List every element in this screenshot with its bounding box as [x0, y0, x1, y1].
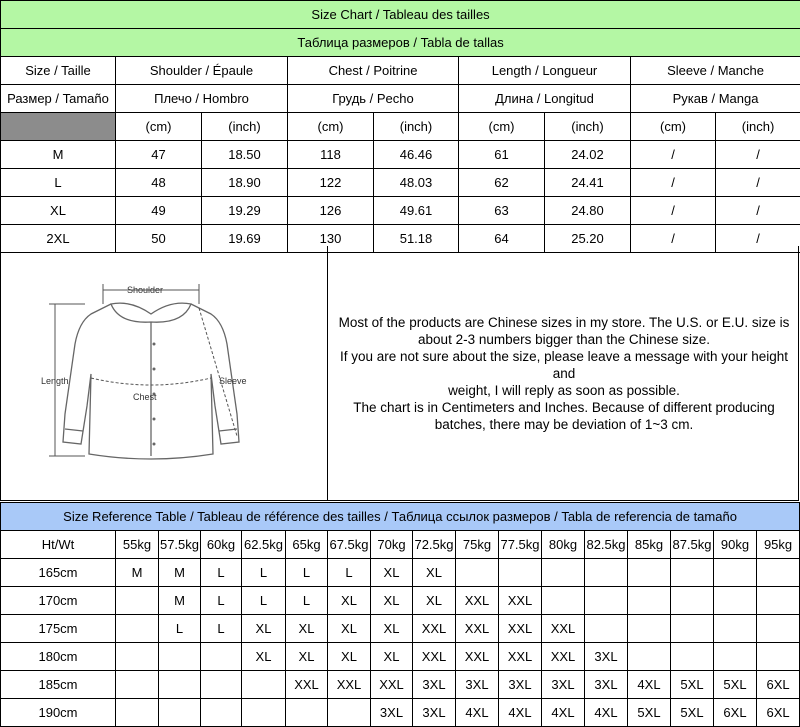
note-line: The chart is in Centimeters and Inches. Because of different producing [353, 399, 775, 416]
value-cell: 19.29 [202, 197, 288, 225]
size-suggestion-cell [671, 643, 714, 671]
value-cell: 126 [288, 197, 374, 225]
size-cell: XL [1, 197, 116, 225]
size-suggestion-cell [671, 587, 714, 615]
size-notes [329, 246, 799, 500]
length-header-alt: Длина / Longitud [459, 85, 631, 113]
size-suggestion-cell [714, 559, 757, 587]
size-suggestion-cell: M [159, 559, 201, 587]
shirt-measurement-diagram [41, 274, 263, 484]
size-suggestion-cell: 3XL [499, 671, 542, 699]
note-line: about 2-3 numbers bigger than the Chinese size. [418, 331, 710, 348]
unit-cell: (inch) [716, 113, 800, 141]
size-suggestion-cell: XL [242, 643, 286, 671]
size-suggestion-cell [116, 643, 159, 671]
shoulder-header: Shoulder / Épaule [116, 57, 288, 85]
size-suggestion-cell: XXL [413, 643, 456, 671]
size-suggestion-cell [714, 615, 757, 643]
value-cell: 24.02 [545, 141, 631, 169]
size-suggestion-cell [757, 587, 800, 615]
size-header: Size / Taille [1, 57, 116, 85]
value-cell: 48 [116, 169, 202, 197]
value-cell: / [631, 225, 716, 253]
size-suggestion-cell: XXL [542, 615, 585, 643]
value-cell: / [716, 197, 800, 225]
size-cell: M [1, 141, 116, 169]
size-suggestion-cell: L [159, 615, 201, 643]
size-suggestion-cell: L [328, 559, 371, 587]
value-cell: / [716, 225, 800, 253]
size-suggestion-cell [671, 615, 714, 643]
weight-header: 57.5kg [159, 531, 201, 559]
size-suggestion-cell: 3XL [456, 671, 499, 699]
size-suggestion-cell [542, 559, 585, 587]
size-suggestion-cell: XL [371, 587, 413, 615]
size-suggestion-cell: XL [371, 615, 413, 643]
size-suggestion-cell: 3XL [413, 699, 456, 727]
weight-header: 75kg [456, 531, 499, 559]
size-suggestion-cell: XL [328, 587, 371, 615]
weight-header: 95kg [757, 531, 800, 559]
value-cell: 49 [116, 197, 202, 225]
height-cell: 170cm [1, 587, 116, 615]
size-suggestion-cell: L [286, 559, 328, 587]
size-suggestion-cell: 6XL [757, 671, 800, 699]
table-row [1, 671, 800, 699]
size-suggestion-cell: L [242, 559, 286, 587]
shoulder-header-alt: Плечо / Hombro [116, 85, 288, 113]
unit-cell: (cm) [116, 113, 202, 141]
table-row [1, 587, 800, 615]
weight-header: 70kg [371, 531, 413, 559]
size-suggestion-cell: XXL [456, 615, 499, 643]
size-suggestion-cell: 4XL [456, 699, 499, 727]
size-suggestion-cell [201, 671, 242, 699]
size-suggestion-cell [757, 559, 800, 587]
size-suggestion-cell [159, 643, 201, 671]
weight-header: 90kg [714, 531, 757, 559]
value-cell: 50 [116, 225, 202, 253]
weight-header: 65kg [286, 531, 328, 559]
size-suggestion-cell: XXL [413, 615, 456, 643]
size-cell: L [1, 169, 116, 197]
size-suggestion-cell: 3XL [585, 643, 628, 671]
weight-header: 72.5kg [413, 531, 456, 559]
value-cell: 18.50 [202, 141, 288, 169]
size-suggestion-cell [159, 671, 201, 699]
value-cell: 24.41 [545, 169, 631, 197]
value-cell: 130 [288, 225, 374, 253]
size-suggestion-cell [116, 615, 159, 643]
size-suggestion-cell: 6XL [714, 699, 757, 727]
size-suggestion-cell [456, 559, 499, 587]
size-suggestion-cell: 3XL [371, 699, 413, 727]
value-cell: / [716, 169, 800, 197]
info-divider [327, 246, 328, 500]
chest-label: Chest [133, 392, 157, 402]
value-cell: 64 [459, 225, 545, 253]
note-line: Most of the products are Chinese sizes in my store. The U.S. or E.U. size is [339, 314, 790, 331]
size-suggestion-cell [499, 559, 542, 587]
size-suggestion-cell [201, 699, 242, 727]
table-row [1, 141, 800, 169]
chest-header-alt: Грудь / Pecho [288, 85, 459, 113]
table-row [1, 169, 800, 197]
value-cell: / [631, 141, 716, 169]
size-suggestion-cell [628, 615, 671, 643]
height-cell: 185cm [1, 671, 116, 699]
size-suggestion-cell: 6XL [757, 699, 800, 727]
size-suggestion-cell [242, 671, 286, 699]
size-suggestion-cell [757, 615, 800, 643]
weight-header: 85kg [628, 531, 671, 559]
value-cell: 47 [116, 141, 202, 169]
value-cell: 122 [288, 169, 374, 197]
size-suggestion-cell: L [286, 587, 328, 615]
note-line: weight, I will reply as soon as possible. [448, 382, 680, 399]
unit-cell: (cm) [631, 113, 716, 141]
size-suggestion-cell [585, 559, 628, 587]
value-cell: 61 [459, 141, 545, 169]
size-suggestion-cell [201, 643, 242, 671]
weight-header: 55kg [116, 531, 159, 559]
value-cell: 62 [459, 169, 545, 197]
size-suggestion-cell: XL [371, 559, 413, 587]
unit-cell: (inch) [202, 113, 288, 141]
size-suggestion-cell [542, 587, 585, 615]
table-row [1, 197, 800, 225]
size-suggestion-cell [116, 671, 159, 699]
size-chart-title: Size Chart / Tableau des tailles [1, 1, 800, 29]
size-suggestion-cell: XL [328, 643, 371, 671]
size-suggestion-cell: XXL [456, 587, 499, 615]
unit-cell: (cm) [288, 113, 374, 141]
height-weight-corner: Ht/Wt [1, 531, 116, 559]
size-suggestion-cell [585, 587, 628, 615]
sleeve-label: Sleeve [219, 376, 247, 386]
size-suggestion-cell: XXL [328, 671, 371, 699]
size-suggestion-cell [242, 699, 286, 727]
size-suggestion-cell: XXL [542, 643, 585, 671]
size-chart-subtitle: Таблица размеров / Tabla de tallas [1, 29, 800, 57]
weight-header: 77.5kg [499, 531, 542, 559]
value-cell: 24.80 [545, 197, 631, 225]
value-cell: 18.90 [202, 169, 288, 197]
value-cell: 46.46 [374, 141, 459, 169]
size-suggestion-cell [116, 699, 159, 727]
note-line: batches, there may be deviation of 1~3 cm. [435, 416, 694, 433]
size-cell: 2XL [1, 225, 116, 253]
size-suggestion-cell: XL [371, 643, 413, 671]
size-suggestion-cell [585, 615, 628, 643]
weight-header: 82.5kg [585, 531, 628, 559]
value-cell: 51.18 [374, 225, 459, 253]
length-label: Length [41, 376, 69, 386]
size-suggestion-cell: XXL [371, 671, 413, 699]
size-suggestion-cell [628, 643, 671, 671]
note-line: If you are not sure about the size, please leave a message with your height and [329, 348, 799, 382]
size-suggestion-cell: M [116, 559, 159, 587]
value-cell: 19.69 [202, 225, 288, 253]
size-suggestion-cell: 5XL [671, 699, 714, 727]
sleeve-header: Sleeve / Manche [631, 57, 800, 85]
size-suggestion-cell [328, 699, 371, 727]
unit-cell: (inch) [374, 113, 459, 141]
size-suggestion-cell [628, 587, 671, 615]
size-suggestion-cell: XXL [499, 615, 542, 643]
size-suggestion-cell [714, 587, 757, 615]
height-cell: 175cm [1, 615, 116, 643]
size-suggestion-cell: L [201, 615, 242, 643]
value-cell: 25.20 [545, 225, 631, 253]
size-suggestion-cell: L [201, 587, 242, 615]
size-suggestion-cell: M [159, 587, 201, 615]
size-suggestion-cell: 5XL [628, 699, 671, 727]
size-suggestion-cell [286, 699, 328, 727]
size-suggestion-cell: XL [286, 643, 328, 671]
value-cell: 118 [288, 141, 374, 169]
size-suggestion-cell [159, 699, 201, 727]
table-row [1, 699, 800, 727]
size-suggestion-cell [628, 559, 671, 587]
size-suggestion-cell: 4XL [499, 699, 542, 727]
value-cell: / [631, 197, 716, 225]
sleeve-header-alt: Рукав / Manga [631, 85, 800, 113]
size-reference-table [0, 502, 800, 727]
value-cell: 48.03 [374, 169, 459, 197]
height-cell: 165cm [1, 559, 116, 587]
size-suggestion-cell: XL [328, 615, 371, 643]
size-suggestion-cell: L [201, 559, 242, 587]
weight-header: 60kg [201, 531, 242, 559]
size-suggestion-cell: 3XL [585, 671, 628, 699]
size-suggestion-cell: XXL [286, 671, 328, 699]
size-suggestion-cell [714, 643, 757, 671]
table-row [1, 643, 800, 671]
weight-header: 80kg [542, 531, 585, 559]
height-cell: 190cm [1, 699, 116, 727]
size-suggestion-cell: 5XL [714, 671, 757, 699]
info-section [0, 246, 799, 501]
size-suggestion-cell: 5XL [671, 671, 714, 699]
size-suggestion-cell: XL [413, 559, 456, 587]
size-suggestion-cell: 4XL [585, 699, 628, 727]
size-suggestion-cell: L [242, 587, 286, 615]
table-row [1, 559, 800, 587]
size-suggestion-cell: XL [242, 615, 286, 643]
weight-header: 67.5kg [328, 531, 371, 559]
size-suggestion-cell: 4XL [542, 699, 585, 727]
size-suggestion-cell: XXL [456, 643, 499, 671]
size-suggestion-cell [116, 587, 159, 615]
unit-cell: (cm) [459, 113, 545, 141]
size-chart-table [0, 0, 800, 253]
value-cell: 63 [459, 197, 545, 225]
size-suggestion-cell: XXL [499, 643, 542, 671]
height-cell: 180cm [1, 643, 116, 671]
size-suggestion-cell [671, 559, 714, 587]
reference-title: Size Reference Table / Tableau de référence des tailles / Таблица ссылок размеров / Tabla de referencia de tamaño [1, 503, 800, 531]
value-cell: / [631, 169, 716, 197]
size-suggestion-cell: 4XL [628, 671, 671, 699]
weight-header: 87.5kg [671, 531, 714, 559]
length-header: Length / Longueur [459, 57, 631, 85]
size-suggestion-cell: XXL [499, 587, 542, 615]
size-suggestion-cell: 3XL [413, 671, 456, 699]
unit-corner-cell [1, 113, 116, 141]
size-suggestion-cell: XL [413, 587, 456, 615]
shoulder-label: Shoulder [127, 285, 163, 295]
weight-header: 62.5kg [242, 531, 286, 559]
table-row [1, 615, 800, 643]
size-suggestion-cell [757, 643, 800, 671]
value-cell: 49.61 [374, 197, 459, 225]
unit-cell: (inch) [545, 113, 631, 141]
size-header-alt: Размер / Tamaño [1, 85, 116, 113]
chest-header: Chest / Poitrine [288, 57, 459, 85]
size-suggestion-cell: 3XL [542, 671, 585, 699]
weights-row [1, 531, 800, 559]
size-suggestion-cell: XL [286, 615, 328, 643]
value-cell: / [716, 141, 800, 169]
